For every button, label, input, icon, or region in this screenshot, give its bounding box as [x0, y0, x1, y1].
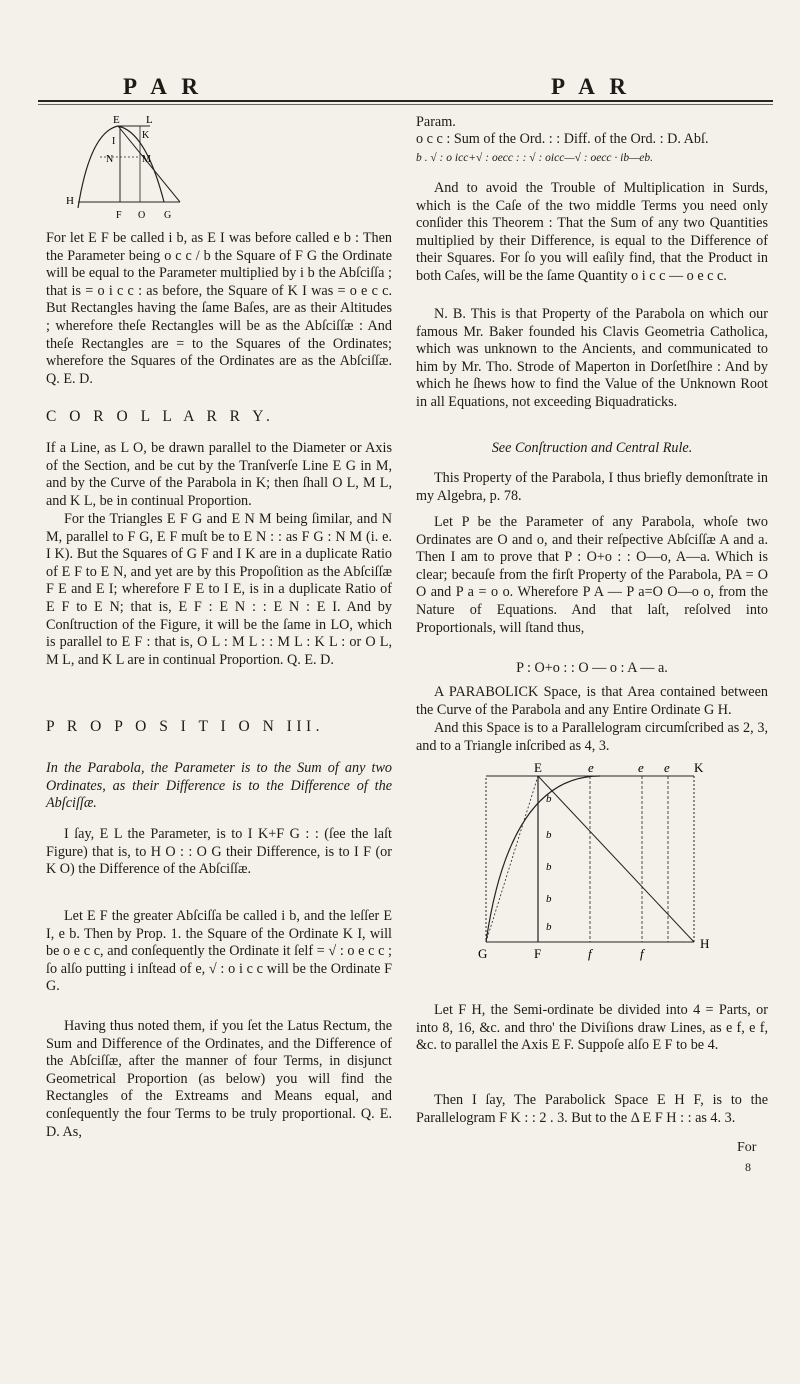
fig2-label-f: F — [534, 946, 542, 961]
triangle-side — [538, 776, 694, 942]
right-paragraph-divide: Let F H, the Semi-ordinate be divided into 4 = Parts, or into 8, 16, &c. and thro' the Diviſions draw Lines, as e f, e f, &c. to parallel the Axis E F. Suppoſe alſo E F to be 4. — [416, 1002, 768, 1054]
proposition-heading: P R O P O S I T I O N III. — [46, 718, 325, 735]
right-paragraph-space: A PARABOLICK Space, is that Area contained between the Curve of the Parabola and any Entire Ordinate G H. — [416, 684, 768, 718]
fig2-label-e2: e — [638, 762, 644, 775]
parabola-figure-1 — [60, 112, 250, 224]
parabola-curve-2 — [486, 776, 600, 942]
parabola-figure-2 — [470, 762, 730, 962]
fig2-label-f1: f — [588, 946, 592, 961]
fig2-label-g: G — [478, 946, 488, 961]
fig2-area-b4: b — [546, 893, 552, 905]
fig1-label-e: E — [113, 114, 120, 126]
header-rule-thin — [38, 104, 773, 105]
fig1-label-k: K — [142, 130, 150, 141]
fig2-label-e: E — [534, 762, 542, 775]
right-see-also: See Conſtruction and Central Rule. — [491, 440, 693, 456]
right-param: Param. — [416, 114, 456, 130]
fig2-label-e1: e — [588, 762, 594, 775]
left-paragraph-having: Having thus noted them, if you ſet the Latus Rectum, the Sum and Difference of the Ordinates, and the Difference of the Abſciſſæ, after the manner of four Terms, in disjunct Geometrical Proportion (as below) you will find the Rectangles of the Extreams and Means equal, and conſequently the four Terms to be truly proportional. Q. E. D. As, — [46, 1018, 392, 1140]
left-paragraph-proof: For the Triangles E F G and E N M being ſimilar, and N M, parallel to F G, E F muſt be to E N : : as F G : N M (i. e. I K). But the Squares of G F and I K are in a duplicate Ratio of E F to E N, and yet are by this Propoſition as the Abſciſſæ F E and E I; wherefore F E to I E, is in a duplicate Ratio of E F to E N; that is, E F : E N : : E N : E I. And by Conſtruction of the Figure, it will be the ſame in LO, which is parallel to E F : that is, O L : M L : : M L : K L : or O L, M L, and K L are in continual Proportion. Q. E. D. — [46, 511, 392, 668]
fig1-label-n: N — [106, 154, 114, 165]
fig1-label-i: I — [112, 136, 116, 147]
fig1-label-l: L — [146, 114, 153, 126]
right-proportion-words: o c c : Sum of the Ord. : : Diff. of the Ord. : D. Abſ. — [416, 131, 709, 147]
header-rule — [38, 100, 773, 102]
right-proportion-symbols: b . √ : o icc+√ : oecc : : √ : oicc—√ : oecc · ib—eb. — [416, 152, 654, 164]
fig2-label-f2: f — [640, 946, 644, 961]
running-head-right: P A R — [551, 74, 631, 99]
left-paragraph-corollary: If a Line, as L O, be drawn parallel to the Diameter or Axis of the Section, and be cut by the Tranſverſe Line E G in M, and by the Curve of the Parabola in K; then ſhall O L, M L, and K L, be in continual Proportion. — [46, 440, 392, 509]
signature-mark: 8 — [745, 1160, 751, 1174]
fig1-label-g: G — [164, 210, 172, 221]
right-final-proportion: P : O+o : : O — o : A — a. — [516, 660, 668, 676]
fig1-label-f: F — [116, 210, 122, 221]
right-paragraph-nb: N. B. This is that Property of the Parabola on which our famous Mr. Baker founded his Clavis Geometria Catholica, which was unknown to the Ancients, and communicated to him by Mr. Tho. Strode of Maperton in Dorſetſhire : And by which he ſhews how to find the Value of the Unknown Root in all Equations, not exceeding Biquadraticks. — [416, 306, 768, 410]
corollary-heading: C O R O L L A R R Y. — [46, 408, 275, 425]
right-paragraph-parallelogram: And this Space is to a Parallelogram circumſcribed as 2, 3, and to a Triangle inſcribed as 4, 3. — [416, 720, 768, 754]
catchword: For — [737, 1140, 757, 1155]
fig1-label-o: O — [138, 210, 146, 221]
fig2-label-e3: e — [664, 762, 670, 775]
right-paragraph-conclusion: Then I ſay, The Parabolick Space E H F, is to the Parallelogram F K : : 2 . 3. But to the Δ E F H : : as 4. 3. — [416, 1092, 768, 1126]
fig2-area-b3: b — [546, 861, 552, 873]
left-paragraph-let: Let E F the greater Abſciſſa be called i b, and the leſſer E I, e b. Then by Prop. 1. the Square of the Ordinate K I, will be o e c c, and conſequently the Ordinate it ſelf = √ : o e c c ; ſo alſo putting i inſtead of e, √ : o i c c will be the Ordinate F G. — [46, 908, 392, 995]
proposition-statement: In the Parabola, the Parameter is to the Sum of any two Ordinates, as their Difference is to the Difference of the Abſciſſæ. — [46, 760, 392, 812]
running-head-left: P A R — [123, 74, 203, 99]
right-paragraph-trouble: And to avoid the Trouble of Multiplication in Surds, which is the Caſe of the two middle Terms you need only conſider this Theorem : That the Sum of any two Quantities multiplied by their Difference, is equal to the Difference of their Squares. For ſo you will eaſily find, that the Product in both Caſes, will be the ſame Quantity o i c c — o e c c. — [416, 180, 768, 284]
fig1-label-h: H — [66, 195, 74, 207]
left-paragraph-1: For let E F be called i b, as E I was before called e b : Then the Parameter being o c c / b the Square of F G the Ordinate will be equal to the Parameter multiplied by i b the Abſciſſa ; that is = o i c c : as before, the Square of K I was = o e c c. But Rectangles having the ſame Baſes, are as their Altitudes ; wherefore theſe Rectangles will be as the Abſciſſæ : And theſe Rectangles are = to the Squares of the Ordinates; wherefore the Squares of the Ordinates are as the Abſciſſæ. Q. E. D. — [46, 230, 392, 387]
fig2-area-b1: b — [546, 793, 552, 805]
fig2-label-k: K — [694, 762, 704, 775]
right-paragraph-proof: Let P be the Parameter of any Parabola, whoſe two Ordinates are O and o, and their reſpective Abſciſſæ A and a. Then I am to prove that P : O+o : : O—o, A—a. Which is clear; becauſe from the firſt Property of the Parabola, PA = O O and P a = o o. Wherefore P A — P a=O O—o o, from the Nature of Equations. And that laſt, reſolved into Proportionals, will ſtand thus, — [416, 514, 768, 636]
fig2-label-h: H — [700, 936, 710, 951]
right-paragraph-algebra: This Property of the Parabola, I thus briefly demonſtrate in my Algebra, p. 78. — [416, 470, 768, 504]
fig2-area-b2: b — [546, 829, 552, 841]
fig1-label-m: M — [142, 154, 151, 165]
diagonal-ge — [486, 776, 538, 942]
left-paragraph-isay: I ſay, E L the Parameter, is to I K+F G : : (ſee the laſt Figure) that is, to H O : : O G their Difference, is to I F (or K O) the Difference of the Abſciſſæ. — [46, 826, 392, 878]
fig2-area-b5: b — [546, 921, 552, 933]
